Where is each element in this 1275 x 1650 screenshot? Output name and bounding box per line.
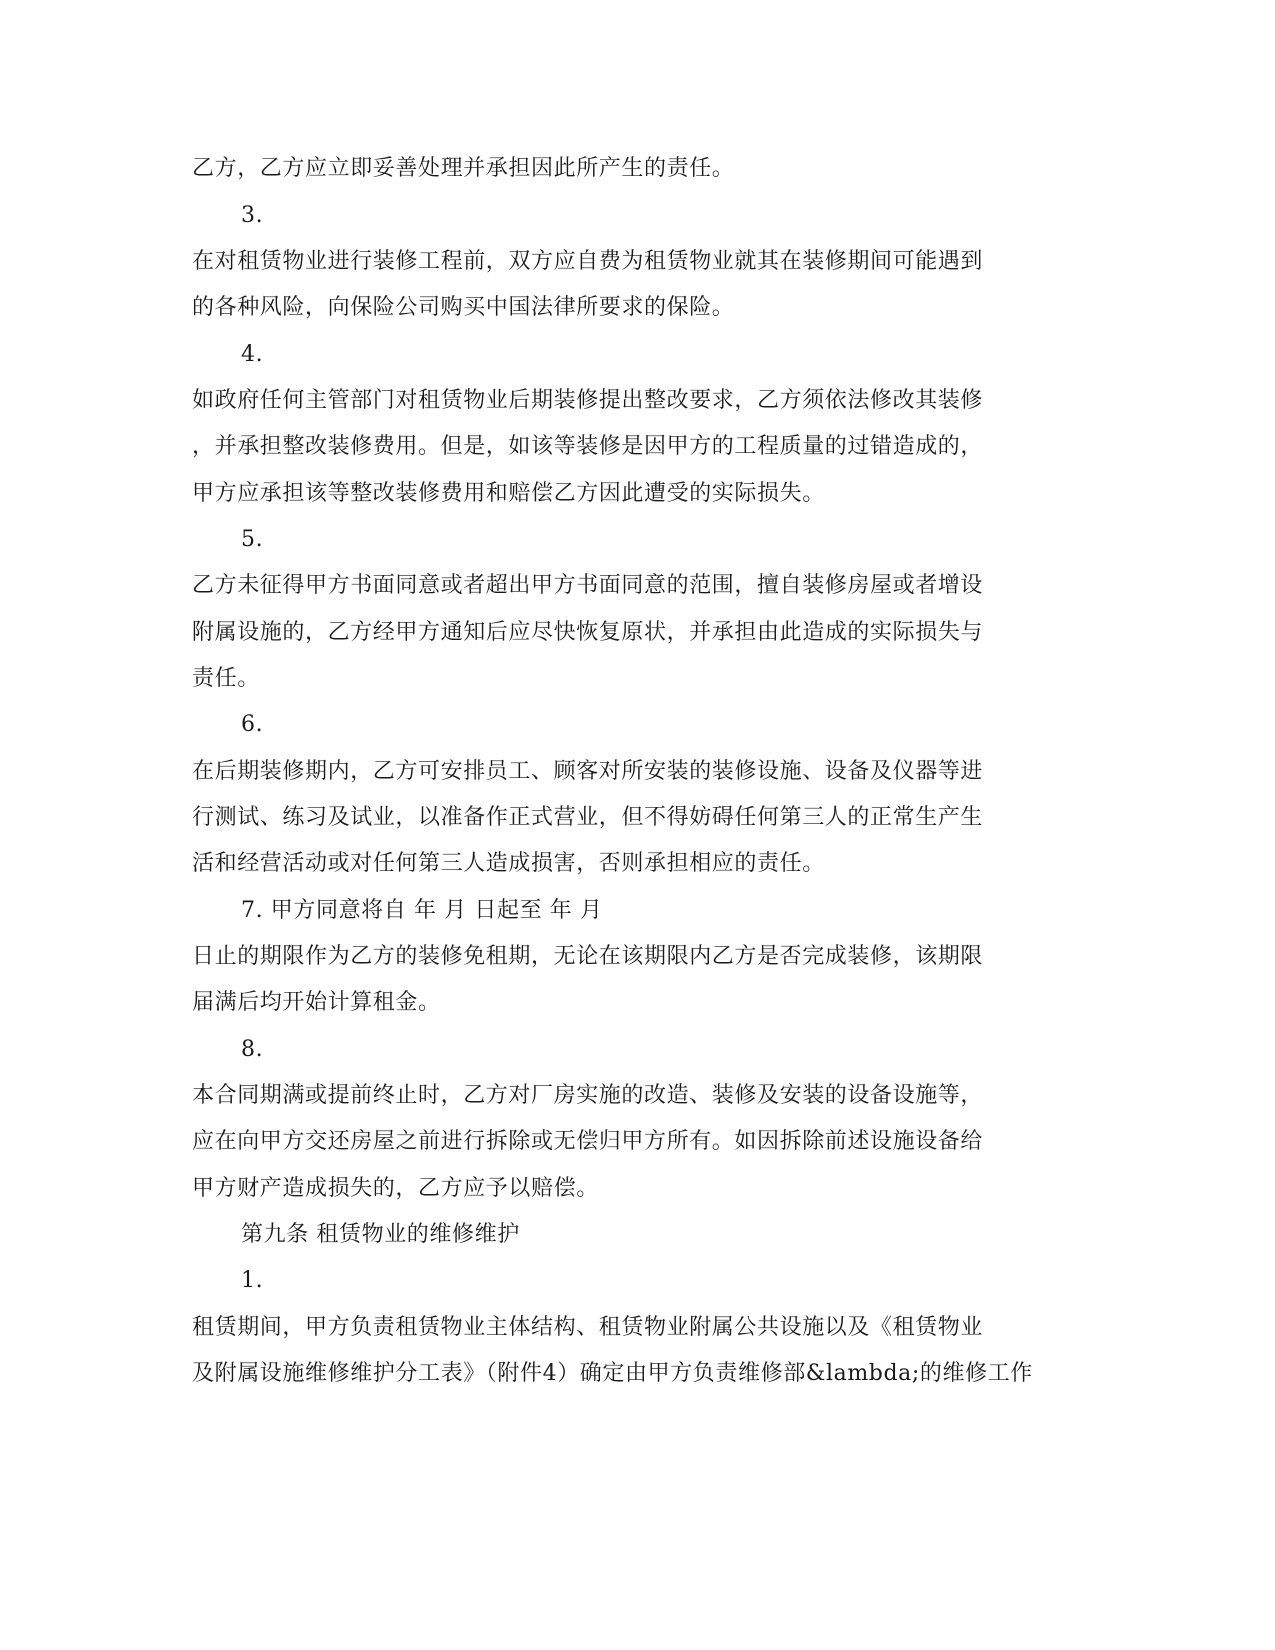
paragraph-line: 如政府任何主管部门对租赁物业后期装修提出整改要求，乙方须依法修改其装修 xyxy=(192,388,984,413)
paragraph-line: 应在向甲方交还房屋之前进行拆除或无偿归甲方所有。如因拆除前述设施设备给 xyxy=(192,1129,984,1154)
item-number: 1. xyxy=(241,1268,264,1293)
paragraph-line: 附属设施的，乙方经甲方通知后应尽快恢复原状，并承担由此造成的实际损失与 xyxy=(192,620,984,645)
paragraph-line: 乙方未征得甲方书面同意或者超出甲方书面同意的范围，擅自装修房屋或者增设 xyxy=(192,573,984,598)
paragraph-line: 责任。 xyxy=(192,666,260,691)
item-number: 4. xyxy=(241,342,264,367)
paragraph-line: 甲方财产造成损失的，乙方应予以赔偿。 xyxy=(192,1176,599,1201)
item-number: 8. xyxy=(241,1037,264,1062)
item-number: 5. xyxy=(241,527,264,552)
paragraph-line: 届满后均开始计算租金。 xyxy=(192,990,441,1015)
paragraph-line: ，并承担整改装修费用。但是，如该等装修是因甲方的工程质量的过错造成的， xyxy=(192,434,984,459)
item-number: 3. xyxy=(241,203,264,228)
paragraph-line: 行测试、练习及试业，以准备作正式营业，但不得妨碍任何第三人的正常生产生 xyxy=(192,805,984,830)
paragraph-line: 在后期装修期内，乙方可安排员工、顾客对所安装的装修设施、设备及仪器等进 xyxy=(192,759,984,784)
paragraph-line: 日止的期限作为乙方的装修免租期，无论在该期限内乙方是否完成装修，该期限 xyxy=(192,944,984,969)
paragraph-line: 活和经营活动或对任何第三人造成损害，否则承担相应的责任。 xyxy=(192,851,825,876)
paragraph-line: 的各种风险，向保险公司购买中国法律所要求的保险。 xyxy=(192,295,735,320)
paragraph-line: 在对租赁物业进行装修工程前，双方应自费为租赁物业就其在装修期间可能遇到 xyxy=(192,249,984,274)
item-line: 7. 甲方同意将自 年 月 日起至 年 月 xyxy=(241,898,603,923)
paragraph-line: 租赁期间，甲方负责租赁物业主体结构、租赁物业附属公共设施以及《租赁物业 xyxy=(192,1315,984,1340)
item-number: 6. xyxy=(241,712,264,737)
paragraph-line: 本合同期满或提前终止时，乙方对厂房实施的改造、装修及安装的设备设施等， xyxy=(192,1083,984,1108)
section-heading: 第九条 租赁物业的维修维护 xyxy=(241,1222,520,1247)
paragraph-line: 及附属设施维修维护分工表》（附件4）确定由甲方负责维修部&lambda;的维修工作 xyxy=(192,1361,1033,1386)
paragraph-line: 乙方，乙方应立即妥善处理并承担因此所产生的责任。 xyxy=(192,156,735,181)
paragraph-line: 甲方应承担该等整改装修费用和赔偿乙方因此遭受的实际损失。 xyxy=(192,481,825,506)
